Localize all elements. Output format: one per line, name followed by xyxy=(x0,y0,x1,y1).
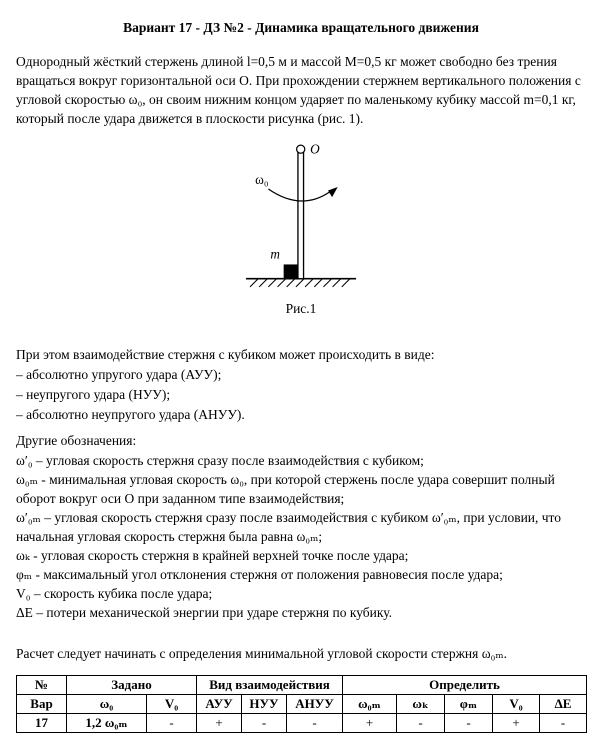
pivot-circle xyxy=(297,145,305,153)
table-subheader-phim: φₘ xyxy=(445,695,493,714)
table-subheader-v0-det: V₀ xyxy=(493,695,540,714)
figure-1 xyxy=(16,138,586,317)
table-subheader-nuu: НУУ xyxy=(242,695,287,714)
mass-m-label: m xyxy=(270,246,280,262)
table-subheader-omegak: ωₖ xyxy=(397,695,445,714)
notation-item: φₘ - максимальный угол отклонения стержня от положения равновесия после удара; xyxy=(16,567,503,582)
table-cell-v0: - xyxy=(147,714,197,733)
rod-diagram xyxy=(226,138,376,293)
table-cell-auu: + xyxy=(197,714,242,733)
notation-item: ω₀ₘ - минимальная угловая скорость ω₀, при которой стержень после удара совершит полный оборот вокруг оси О при заданном типе взаимодействия; xyxy=(16,472,555,506)
table-subheader-auu: АУУ xyxy=(197,695,242,714)
figure-caption: Рис.1 xyxy=(285,301,317,316)
table-cell-phim: - xyxy=(445,714,493,733)
table-subheader-anuu: АНУУ xyxy=(287,695,343,714)
table-subheader-omega0: ω₀ xyxy=(67,695,147,714)
table-header-row-2 xyxy=(17,695,587,714)
table-header-row-1 xyxy=(17,676,587,695)
calc-note: Расчет следует начинать с определения минимальной угловой скорости стержня ω₀ₘ. xyxy=(16,646,507,661)
interaction-intro: При этом взаимодействие стержня с кубиком может происходить в виде: xyxy=(16,347,435,362)
table-subheader-v0: V₀ xyxy=(147,695,197,714)
table-header-num: № xyxy=(17,676,67,695)
interaction-item: – абсолютно упругого удара (АУУ); xyxy=(16,367,222,382)
table-header-determine: Определить xyxy=(343,676,587,695)
table-subheader-omega0m: ω₀ₘ xyxy=(343,695,397,714)
table-cell-nuu: - xyxy=(242,714,287,733)
table-cell-omega0: 1,2 ω₀ₘ xyxy=(67,714,147,733)
table-cell-omegak: - xyxy=(397,714,445,733)
ground-hatching xyxy=(250,279,350,287)
notation-title: Другие обозначения: xyxy=(16,433,137,448)
table-subheader-deltaE: ΔЕ xyxy=(540,695,587,714)
axis-o-label: O xyxy=(310,141,320,157)
table-data-row xyxy=(17,714,587,733)
notation-item: ω′₀ₘ – угловая скорость стержня сразу после взаимодействия с кубиком ω′₀ₘ, при условии, что начальная угловая скорость стержня была равна ω₀ₘ; xyxy=(16,510,562,544)
table-cell-v0-det: + xyxy=(493,714,540,733)
table-cell-deltaE: - xyxy=(540,714,587,733)
notation-item: ΔЕ – потери механической энергии при ударе стержня по кубику. xyxy=(16,605,393,620)
interaction-item: – неупругого удара (НУУ); xyxy=(16,387,171,402)
omega-zero-label: ω₀ xyxy=(255,171,269,187)
page-title: Вариант 17 - ДЗ №2 - Динамика вращательного движения xyxy=(123,20,479,35)
notation-item: V₀ – скорость кубика после удара; xyxy=(16,586,213,601)
table-header-given: Задано xyxy=(67,676,197,695)
interaction-item: – абсолютно неупругого удара (АНУУ). xyxy=(16,407,245,422)
table-header-interaction-type: Вид взаимодействия xyxy=(197,676,343,695)
table-cell-variant: 17 xyxy=(17,714,67,733)
rod xyxy=(298,148,304,279)
notation-item: ωₖ - угловая скорость стержня в крайней верхней точке после удара; xyxy=(16,548,409,563)
table-cell-omega0m: + xyxy=(343,714,397,733)
notation-item: ω′₀ – угловая скорость стержня сразу после взаимодействия с кубиком; xyxy=(16,453,424,468)
assignment-table xyxy=(16,675,587,733)
cube xyxy=(284,264,298,278)
omega-arrowhead-icon xyxy=(328,187,338,197)
table-subheader-var: Вар xyxy=(17,695,67,714)
table-cell-anuu: - xyxy=(287,714,343,733)
problem-statement: Однородный жёсткий стержень длиной l=0,5 м и массой М=0,5 кг может свободно без трения вращаться вокруг горизонтальной оси О. При прохождении стержнем вертикального положения с угловой скоростью ω₀, он своим нижним концом ударяет по маленькому кубику массой m=0,1 кг, который после удара движется в плоскости рисунка (рис. 1). xyxy=(16,54,581,126)
